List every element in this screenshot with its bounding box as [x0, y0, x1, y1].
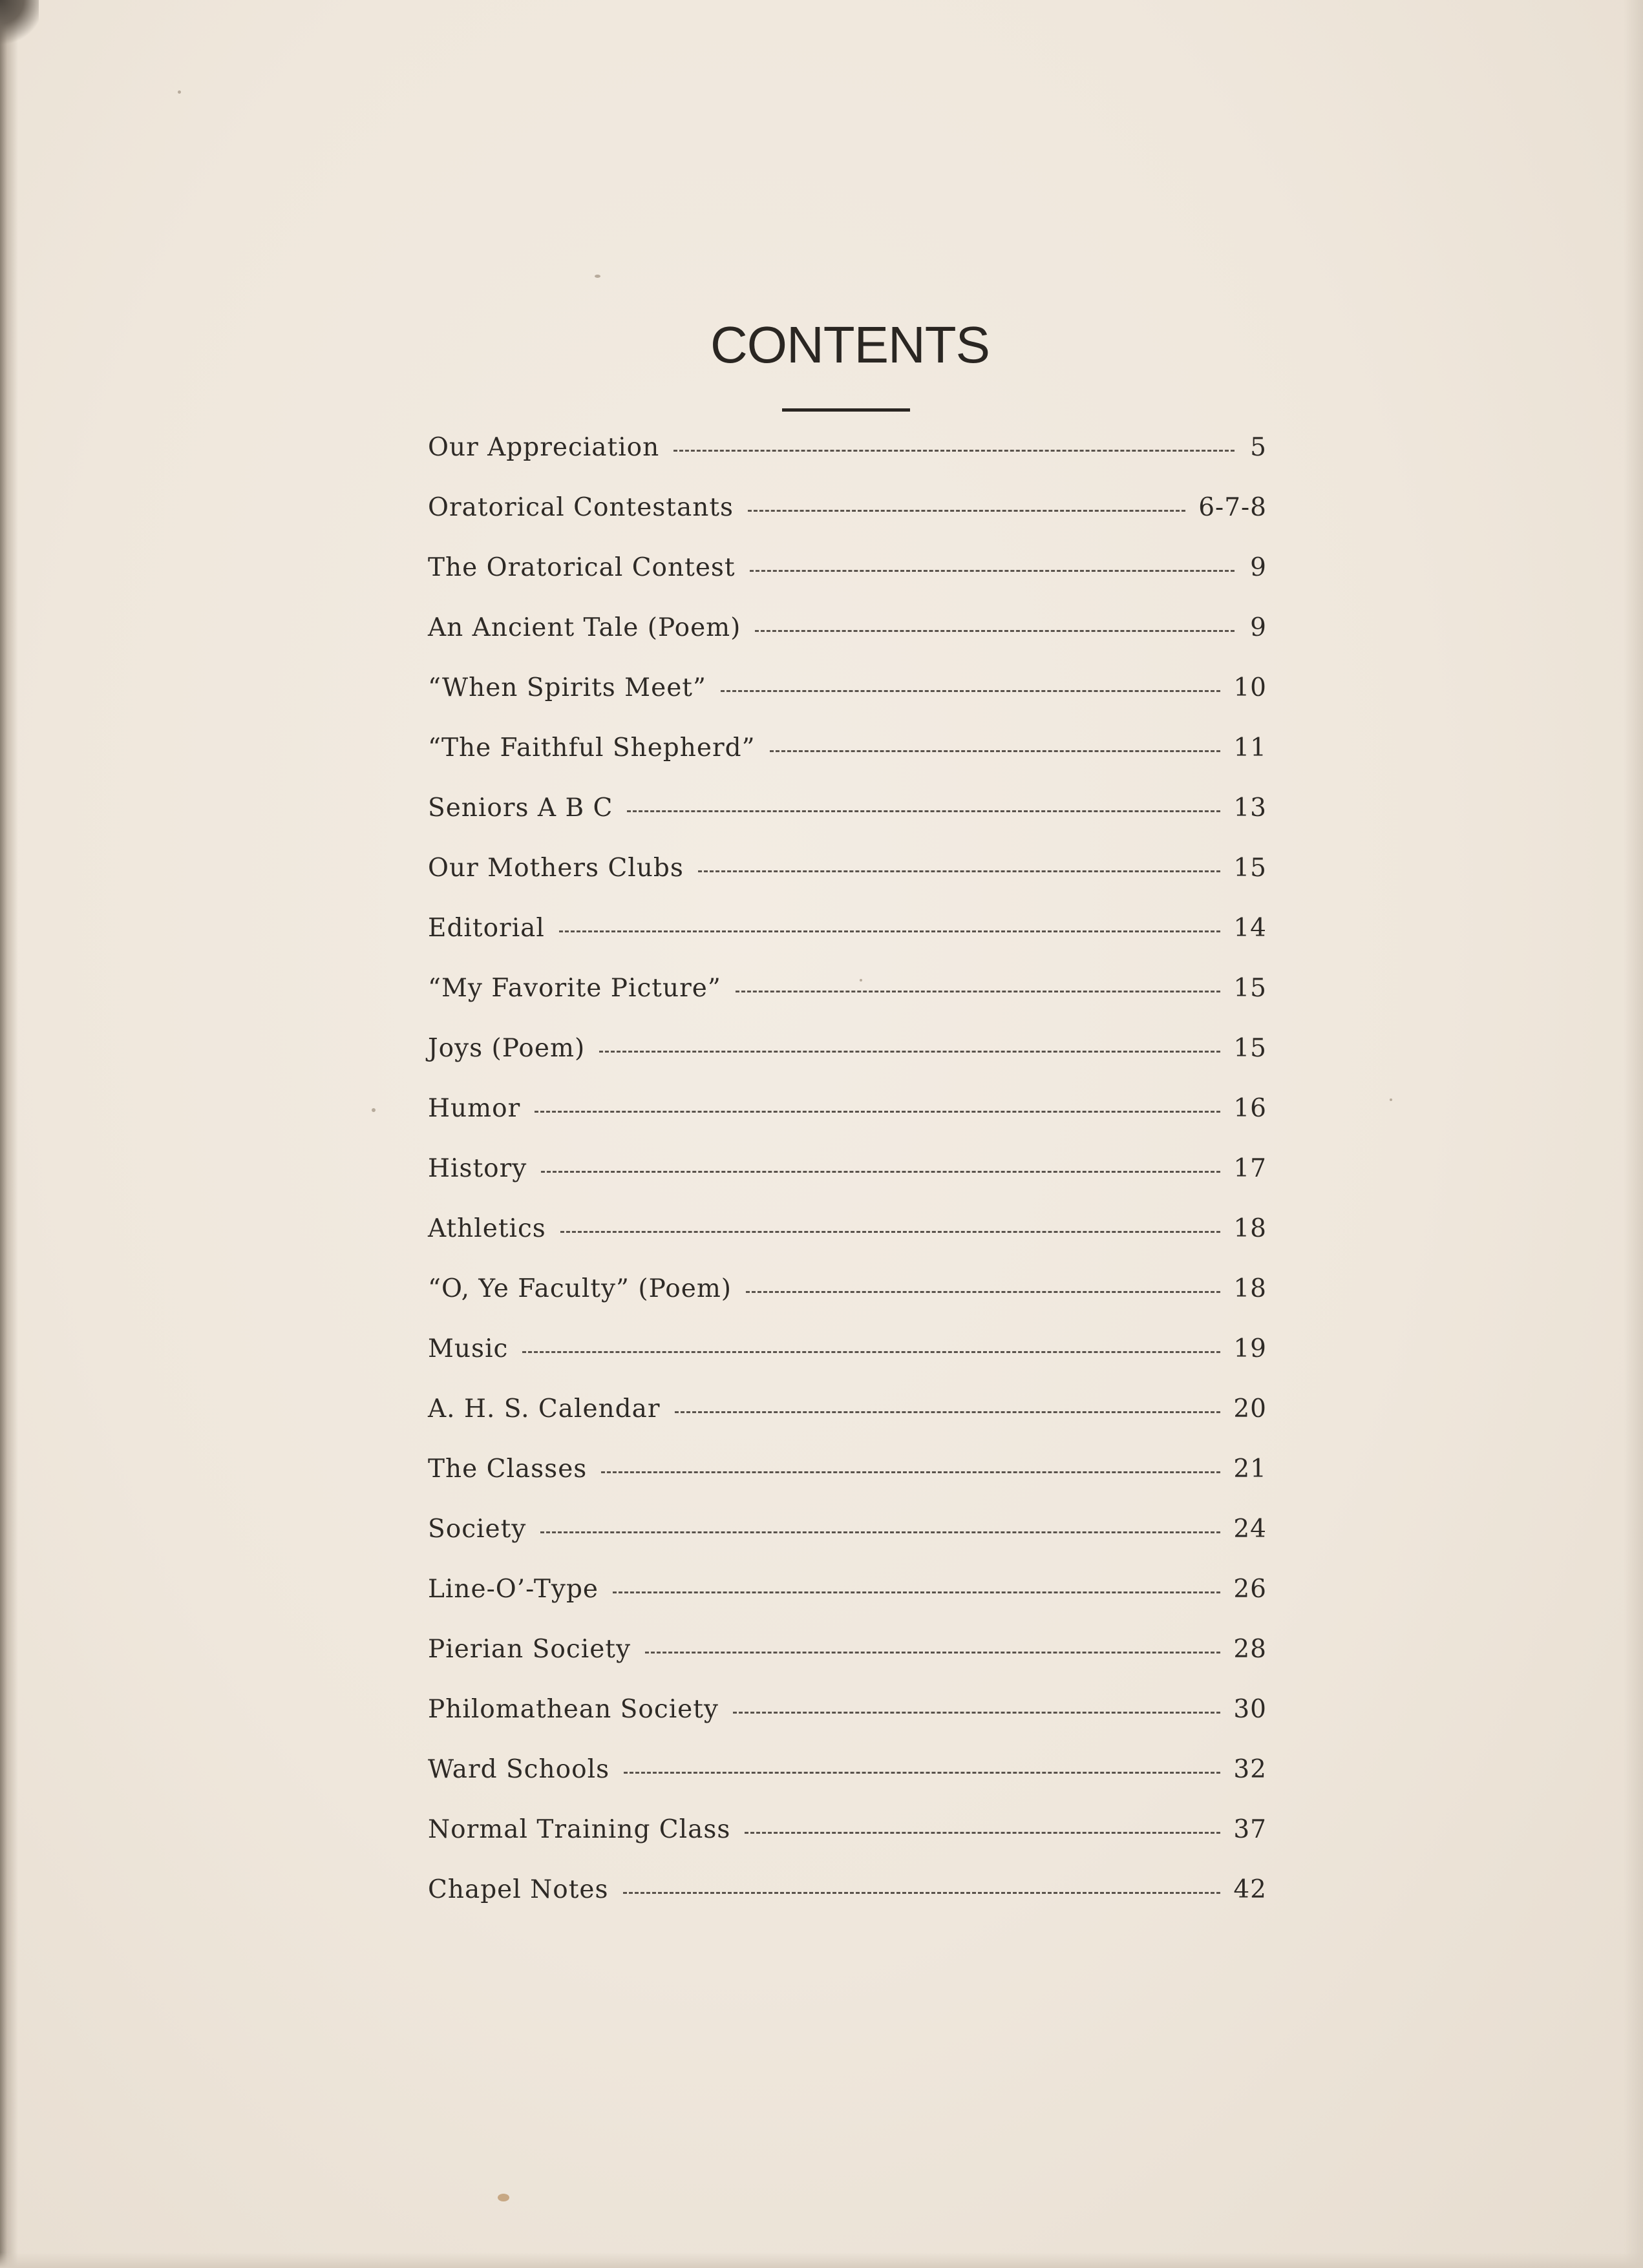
dotted-leader [750, 570, 1235, 572]
toc-entry [428, 1154, 1267, 1214]
toc-entry-page-number: 21 [1233, 1454, 1267, 1484]
toc-entry-title: The Oratorical Contest [428, 553, 736, 582]
toc-entry-title: Line-O’-Type [428, 1575, 599, 1604]
toc-entry-title: Editorial [428, 914, 545, 943]
dotted-leader [645, 1652, 1220, 1654]
title-underline [782, 408, 910, 412]
toc-entry-title: Ward Schools [428, 1755, 610, 1784]
toc-entry-page-number: 24 [1233, 1515, 1267, 1544]
toc-entry-page-number: 30 [1233, 1695, 1267, 1724]
toc-entry-page-number: 15 [1233, 1034, 1267, 1063]
toc-entry [428, 854, 1267, 914]
dotted-leader [736, 991, 1221, 992]
dotted-leader [673, 450, 1235, 452]
paper-speck [178, 90, 181, 94]
paper-speck [372, 1108, 376, 1112]
toc-entry-page-number: 18 [1233, 1274, 1267, 1303]
toc-entry-title: “When Spirits Meet” [428, 673, 706, 702]
toc-entry [428, 1515, 1267, 1575]
toc-entry [428, 1334, 1267, 1394]
toc-entry-page-number: 15 [1233, 854, 1267, 883]
dotted-leader [755, 630, 1235, 632]
toc-entry [428, 1034, 1267, 1094]
toc-entry [428, 493, 1267, 553]
toc-entry-page-number: 37 [1233, 1815, 1267, 1844]
toc-entry-page-number: 6-7-8 [1198, 493, 1267, 522]
dotted-leader [698, 870, 1220, 872]
toc-entry-page-number: 17 [1233, 1154, 1267, 1183]
toc-entry [428, 1454, 1267, 1515]
toc-entry-page-number: 10 [1233, 673, 1267, 702]
page-bottom-edge-shadow [0, 2252, 1643, 2268]
dotted-leader [745, 1832, 1220, 1834]
toc-entry-title: Music [428, 1334, 509, 1363]
dotted-leader [627, 810, 1220, 812]
dotted-leader [560, 1231, 1221, 1233]
toc-entry [428, 553, 1267, 613]
toc-entry-page-number: 15 [1233, 974, 1267, 1003]
table-of-contents [428, 433, 1267, 1935]
toc-entry-title: Athletics [428, 1214, 546, 1243]
paper-speck [1390, 1098, 1392, 1101]
toc-entry-title: Our Appreciation [428, 433, 660, 462]
toc-entry-page-number: 13 [1233, 793, 1267, 823]
toc-entry-title: Joys (Poem) [428, 1034, 586, 1063]
toc-entry [428, 1394, 1267, 1454]
paper-speck [498, 2194, 509, 2201]
toc-entry [428, 1695, 1267, 1755]
toc-entry-title: Philomathean Society [428, 1695, 719, 1724]
dotted-leader [601, 1471, 1220, 1473]
dotted-leader [535, 1111, 1220, 1113]
toc-entry-title: Seniors A B C [428, 793, 613, 823]
toc-entry-page-number: 11 [1233, 733, 1267, 762]
toc-entry [428, 1875, 1267, 1935]
dotted-leader [675, 1411, 1221, 1413]
toc-entry-page-number: 32 [1233, 1755, 1267, 1784]
toc-entry-page-number: 5 [1250, 433, 1267, 462]
paper-speck [595, 275, 600, 278]
dotted-leader [599, 1051, 1220, 1053]
toc-entry-page-number: 14 [1233, 914, 1267, 943]
toc-entry-page-number: 18 [1233, 1214, 1267, 1243]
toc-entry [428, 1755, 1267, 1815]
toc-entry [428, 673, 1267, 733]
dotted-leader [559, 930, 1220, 932]
toc-entry-title: Our Mothers Clubs [428, 854, 684, 883]
toc-entry-page-number: 28 [1233, 1635, 1267, 1664]
toc-entry-title: The Classes [428, 1454, 588, 1484]
toc-entry [428, 974, 1267, 1034]
toc-entry-title: History [428, 1154, 527, 1183]
dotted-leader [522, 1351, 1220, 1353]
toc-entry [428, 1635, 1267, 1695]
toc-entry [428, 1815, 1267, 1875]
toc-entry-title: A. H. S. Calendar [428, 1394, 661, 1423]
toc-entry-title: Humor [428, 1094, 521, 1123]
toc-entry-page-number: 9 [1250, 553, 1267, 582]
toc-entry [428, 613, 1267, 673]
dotted-leader [746, 1291, 1220, 1293]
toc-entry [428, 793, 1267, 854]
toc-entry-title: “The Faithful Shepherd” [428, 733, 756, 762]
dotted-leader [541, 1171, 1220, 1173]
toc-entry-title: Society [428, 1515, 527, 1544]
toc-entry [428, 433, 1267, 493]
toc-entry-title: Normal Training Class [428, 1815, 731, 1844]
toc-entry-title: An Ancient Tale (Poem) [428, 613, 741, 642]
toc-entry-page-number: 42 [1233, 1875, 1267, 1904]
toc-entry-title: “O, Ye Faculty” (Poem) [428, 1274, 732, 1303]
dotted-leader [733, 1712, 1220, 1714]
toc-entry [428, 914, 1267, 974]
toc-entry-title: “My Favorite Picture” [428, 974, 721, 1003]
dotted-leader [721, 690, 1220, 692]
dotted-leader [770, 750, 1221, 752]
toc-entry-page-number: 16 [1233, 1094, 1267, 1123]
toc-entry-page-number: 20 [1233, 1394, 1267, 1423]
dotted-leader [624, 1772, 1220, 1774]
toc-entry-title: Chapel Notes [428, 1875, 609, 1904]
toc-entry-title: Oratorical Contestants [428, 493, 734, 522]
page-title: CONTENTS [710, 316, 990, 373]
dotted-leader [748, 510, 1185, 512]
toc-entry [428, 1094, 1267, 1154]
toc-entry [428, 733, 1267, 793]
dotted-leader [623, 1892, 1221, 1894]
dotted-leader [540, 1531, 1220, 1533]
toc-entry [428, 1214, 1267, 1274]
toc-entry [428, 1575, 1267, 1635]
toc-entry-title: Pierian Society [428, 1635, 631, 1664]
toc-entry [428, 1274, 1267, 1334]
toc-entry-page-number: 26 [1233, 1575, 1267, 1604]
toc-entry-page-number: 9 [1250, 613, 1267, 642]
toc-entry-page-number: 19 [1233, 1334, 1267, 1363]
dotted-leader [613, 1591, 1220, 1593]
page-corner-shadow [0, 0, 39, 45]
